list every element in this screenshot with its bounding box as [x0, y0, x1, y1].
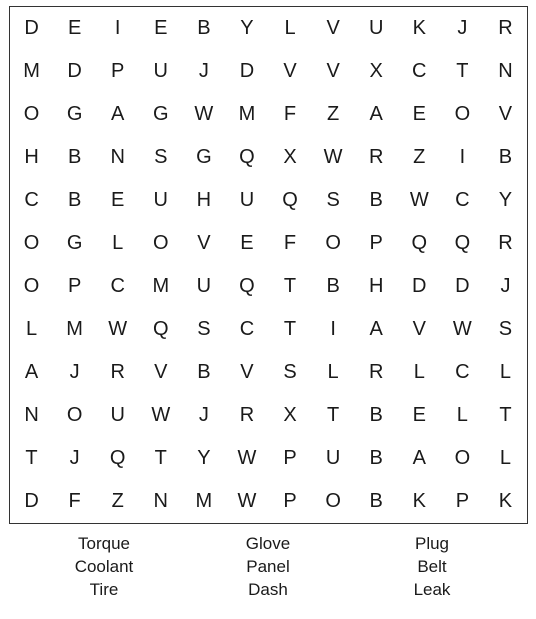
grid-cell-r6-c0[interactable]: O: [23, 275, 40, 297]
grid-cell-r7-c7[interactable]: I: [330, 318, 336, 340]
grid-cell-r0-c8[interactable]: U: [368, 17, 384, 39]
grid-cell-r11-c11[interactable]: K: [498, 490, 513, 512]
word-item: Tire: [89, 580, 119, 599]
grid-cell-r8-c7[interactable]: L: [327, 361, 339, 383]
grid-cell-r3-c4[interactable]: G: [196, 146, 212, 168]
grid-cell-r8-c9[interactable]: L: [413, 361, 425, 383]
grid-cell-r10-c3[interactable]: T: [154, 447, 167, 469]
grid-cell-r11-c6[interactable]: P: [283, 490, 297, 512]
grid-cell-r7-c1[interactable]: M: [66, 318, 83, 340]
grid-cell-r6-c3[interactable]: M: [152, 275, 170, 297]
grid-cell-r3-c7[interactable]: W: [323, 146, 343, 168]
grid-cell-r2-c4[interactable]: W: [194, 103, 214, 125]
grid-cell-r4-c2[interactable]: E: [111, 189, 125, 211]
grid-cell-r6-c8[interactable]: H: [368, 275, 384, 297]
grid-cell-r3-c9[interactable]: Z: [413, 146, 426, 168]
grid-cell-r11-c7[interactable]: O: [325, 490, 341, 512]
grid-cell-r11-c9[interactable]: K: [412, 490, 426, 512]
grid-cell-r10-c7[interactable]: U: [325, 447, 341, 469]
grid-cell-r7-c9[interactable]: V: [412, 318, 426, 340]
grid-cell-r2-c7[interactable]: Z: [327, 103, 340, 125]
grid-cell-r6-c7[interactable]: B: [326, 275, 340, 297]
grid-cell-r3-c11[interactable]: B: [498, 146, 513, 168]
grid-cell-r9-c6[interactable]: X: [283, 404, 297, 426]
grid-cell-r7-c8[interactable]: A: [369, 318, 383, 340]
grid-cell-r10-c8[interactable]: B: [369, 447, 383, 469]
grid-cell-r6-c2[interactable]: C: [110, 275, 125, 297]
grid-cell-r10-c11[interactable]: L: [499, 447, 511, 469]
grid-cell-r1-c4[interactable]: J: [198, 60, 209, 82]
grid-cell-r10-c6[interactable]: P: [283, 447, 297, 469]
grid-cell-r0-c4[interactable]: B: [197, 17, 211, 39]
grid-cell-r1-c8[interactable]: X: [369, 60, 383, 82]
grid-cell-r7-c11[interactable]: S: [498, 318, 513, 340]
grid-cell-r8-c4[interactable]: B: [197, 361, 211, 383]
grid-cell-r11-c4[interactable]: M: [195, 490, 213, 512]
word-item: Coolant: [74, 557, 134, 576]
grid-cell-r5-c5[interactable]: E: [240, 232, 254, 254]
grid-cell-r9-c7[interactable]: T: [327, 404, 340, 426]
grid-cell-r7-c5[interactable]: C: [239, 318, 255, 340]
grid-cell-r1-c7[interactable]: V: [326, 60, 340, 82]
word-item: Leak: [413, 580, 451, 599]
grid-cell-r4-c9[interactable]: W: [409, 189, 429, 211]
grid-cell-r9-c0[interactable]: N: [24, 404, 39, 426]
grid-cell-r11-c1[interactable]: F: [68, 490, 81, 512]
grid-cell-r0-c7[interactable]: V: [326, 17, 340, 39]
grid-cell-r0-c11[interactable]: R: [498, 17, 513, 39]
grid-cell-r0-c6[interactable]: L: [284, 17, 296, 39]
grid-cell-r11-c10[interactable]: P: [455, 490, 470, 512]
grid-cell-r4-c11[interactable]: Y: [498, 189, 513, 211]
grid-cell-r2-c9[interactable]: E: [412, 103, 426, 125]
grid-cell-r8-c5[interactable]: V: [240, 361, 254, 383]
word-item: Plug: [414, 534, 450, 553]
grid-cell-r6-c11[interactable]: J: [500, 275, 511, 297]
word-search-grid: [9, 6, 528, 524]
grid-cell-r11-c5[interactable]: W: [237, 490, 257, 512]
grid-cell-r1-c11[interactable]: N: [498, 60, 513, 82]
grid-cell-r5-c11[interactable]: R: [498, 232, 513, 254]
grid-cell-r6-c5[interactable]: Q: [239, 275, 255, 297]
grid-cell-r8-c2[interactable]: R: [110, 361, 125, 383]
grid-cell-r10-c10[interactable]: O: [454, 447, 471, 469]
grid-cell-r7-c0[interactable]: L: [25, 318, 38, 340]
word-column-0: [22, 532, 186, 601]
grid-cell-r0-c10[interactable]: J: [457, 17, 468, 39]
grid-cell-r9-c10[interactable]: L: [456, 404, 468, 426]
grid-cell-r3-c5[interactable]: Q: [239, 146, 255, 168]
grid-cell-r5-c0[interactable]: O: [23, 232, 40, 254]
grid-cell-r10-c4[interactable]: Y: [197, 447, 211, 469]
grid-cell-r4-c8[interactable]: B: [369, 189, 383, 211]
grid-cell-r5-c1[interactable]: G: [66, 232, 83, 254]
grid-cell-r0-c9[interactable]: K: [412, 17, 426, 39]
grid-cell-r4-c5[interactable]: U: [239, 189, 255, 211]
grid-cell-r11-c2[interactable]: Z: [111, 490, 124, 512]
grid-cell-r9-c4[interactable]: J: [198, 404, 209, 426]
grid-cell-r10-c0[interactable]: T: [25, 447, 38, 469]
grid-cell-r11-c0[interactable]: D: [24, 490, 39, 512]
grid-cell-r8-c3[interactable]: V: [154, 361, 168, 383]
grid-cell-r9-c1[interactable]: O: [66, 404, 83, 426]
grid-cell-r4-c7[interactable]: S: [326, 189, 340, 211]
grid-cell-r4-c0[interactable]: C: [24, 189, 39, 211]
grid-cell-r2-c2[interactable]: A: [111, 103, 125, 125]
grid-cell-r9-c3[interactable]: W: [151, 404, 171, 426]
grid-cell-r0-c5[interactable]: Y: [240, 17, 254, 39]
grid-cell-r7-c4[interactable]: S: [197, 318, 211, 340]
word-item: Dash: [248, 580, 288, 599]
grid-cell-r3-c0[interactable]: H: [24, 146, 39, 168]
grid-cell-r4-c4[interactable]: H: [196, 189, 212, 211]
grid-cell-r9-c5[interactable]: R: [239, 404, 255, 426]
grid-cell-r8-c0[interactable]: A: [24, 361, 39, 383]
grid-cell-r1-c3[interactable]: U: [153, 60, 168, 82]
grid-cell-r7-c6[interactable]: T: [283, 318, 297, 340]
grid-cell-r2-c10[interactable]: O: [454, 103, 471, 125]
grid-cell-r1-c10[interactable]: T: [456, 60, 469, 82]
grid-cell-r11-c3[interactable]: N: [153, 490, 168, 512]
grid-cell-r8-c1[interactable]: J: [69, 361, 80, 383]
grid-cell-r9-c9[interactable]: E: [412, 404, 426, 426]
grid-cell-r10-c1[interactable]: J: [69, 447, 80, 469]
grid-cell-r5-c3[interactable]: O: [153, 232, 169, 254]
grid-cell-r5-c2[interactable]: L: [112, 232, 124, 254]
grid-cell-r2-c11[interactable]: V: [498, 103, 513, 125]
grid-cell-r5-c8[interactable]: P: [369, 232, 383, 254]
grid-cell-r4-c10[interactable]: C: [455, 189, 470, 211]
grid-cell-r4-c1[interactable]: B: [67, 189, 82, 211]
grid-cell-r1-c5[interactable]: D: [239, 60, 255, 82]
word-item: Torque: [78, 534, 130, 553]
grid-cell-r8-c10[interactable]: C: [455, 361, 470, 383]
grid-cell-r1-c1[interactable]: D: [67, 60, 82, 82]
word-item: Belt: [417, 557, 447, 576]
grid-cell-r6-c6[interactable]: T: [283, 275, 297, 297]
grid-cell-r0-c2[interactable]: I: [114, 17, 121, 39]
grid-cell-r9-c2[interactable]: U: [110, 404, 125, 426]
grid-cell-r3-c8[interactable]: R: [368, 146, 384, 168]
grid-cell-r5-c6[interactable]: F: [283, 232, 297, 254]
grid-cell-r6-c10[interactable]: D: [455, 275, 470, 297]
grid-cell-r11-c8[interactable]: B: [369, 490, 383, 512]
word-item: Glove: [245, 534, 291, 553]
grid-cell-r2-c3[interactable]: G: [153, 103, 169, 125]
grid-cell-r0-c3[interactable]: E: [154, 17, 168, 39]
grid-cell-r6-c9[interactable]: D: [412, 275, 427, 297]
grid-cell-r7-c10[interactable]: W: [452, 318, 472, 340]
grid-cell-r10-c9[interactable]: A: [412, 447, 426, 469]
grid-cell-r6-c1[interactable]: P: [67, 275, 82, 297]
grid-cell-r1-c6[interactable]: V: [283, 60, 297, 82]
grid-cell-r3-c1[interactable]: B: [67, 146, 82, 168]
word-column-1: [186, 532, 350, 601]
grid-cell-r8-c11[interactable]: L: [499, 361, 511, 383]
grid-cell-r1-c0[interactable]: M: [23, 60, 40, 82]
grid-cell-r7-c3[interactable]: Q: [153, 318, 169, 340]
grid-cell-r9-c8[interactable]: B: [369, 404, 383, 426]
grid-cell-r2-c8[interactable]: A: [369, 103, 383, 125]
grid-cell-r2-c6[interactable]: F: [283, 103, 297, 125]
grid-cell-r2-c5[interactable]: M: [238, 103, 256, 125]
grid-cell-r1-c9[interactable]: C: [412, 60, 427, 82]
grid-cell-r10-c5[interactable]: W: [237, 447, 257, 469]
grid-cell-r5-c7[interactable]: O: [325, 232, 341, 254]
grid-cell-r1-c2[interactable]: P: [111, 60, 125, 82]
grid-cell-r3-c2[interactable]: N: [110, 146, 125, 168]
grid-cell-r0-c0[interactable]: D: [24, 17, 39, 39]
grid-cell-r3-c6[interactable]: X: [283, 146, 297, 168]
word-list: [0, 532, 536, 601]
grid-cell-r5-c9[interactable]: Q: [411, 232, 428, 254]
grid-cell-r6-c4[interactable]: U: [196, 275, 212, 297]
grid-cell-r2-c1[interactable]: G: [66, 103, 83, 125]
grid-cell-r5-c4[interactable]: V: [197, 232, 211, 254]
grid-cell-r0-c1[interactable]: E: [67, 17, 82, 39]
grid-cell-r10-c2[interactable]: Q: [109, 447, 126, 469]
grid-cell-r8-c8[interactable]: R: [368, 361, 384, 383]
grid-cell-r4-c6[interactable]: Q: [282, 189, 298, 211]
word-column-2: [350, 532, 514, 601]
grid-cell-r9-c11[interactable]: T: [499, 404, 512, 426]
grid-cell-r3-c3[interactable]: S: [154, 146, 168, 168]
grid-cell-r4-c3[interactable]: U: [153, 189, 168, 211]
grid-cell-r2-c0[interactable]: O: [23, 103, 40, 125]
grid-cell-r8-c6[interactable]: S: [283, 361, 297, 383]
grid-cell-r5-c10[interactable]: Q: [454, 232, 471, 254]
grid-cell-r7-c2[interactable]: W: [108, 318, 128, 340]
grid-cell-r3-c10[interactable]: I: [459, 146, 466, 168]
word-item: Panel: [246, 557, 290, 576]
